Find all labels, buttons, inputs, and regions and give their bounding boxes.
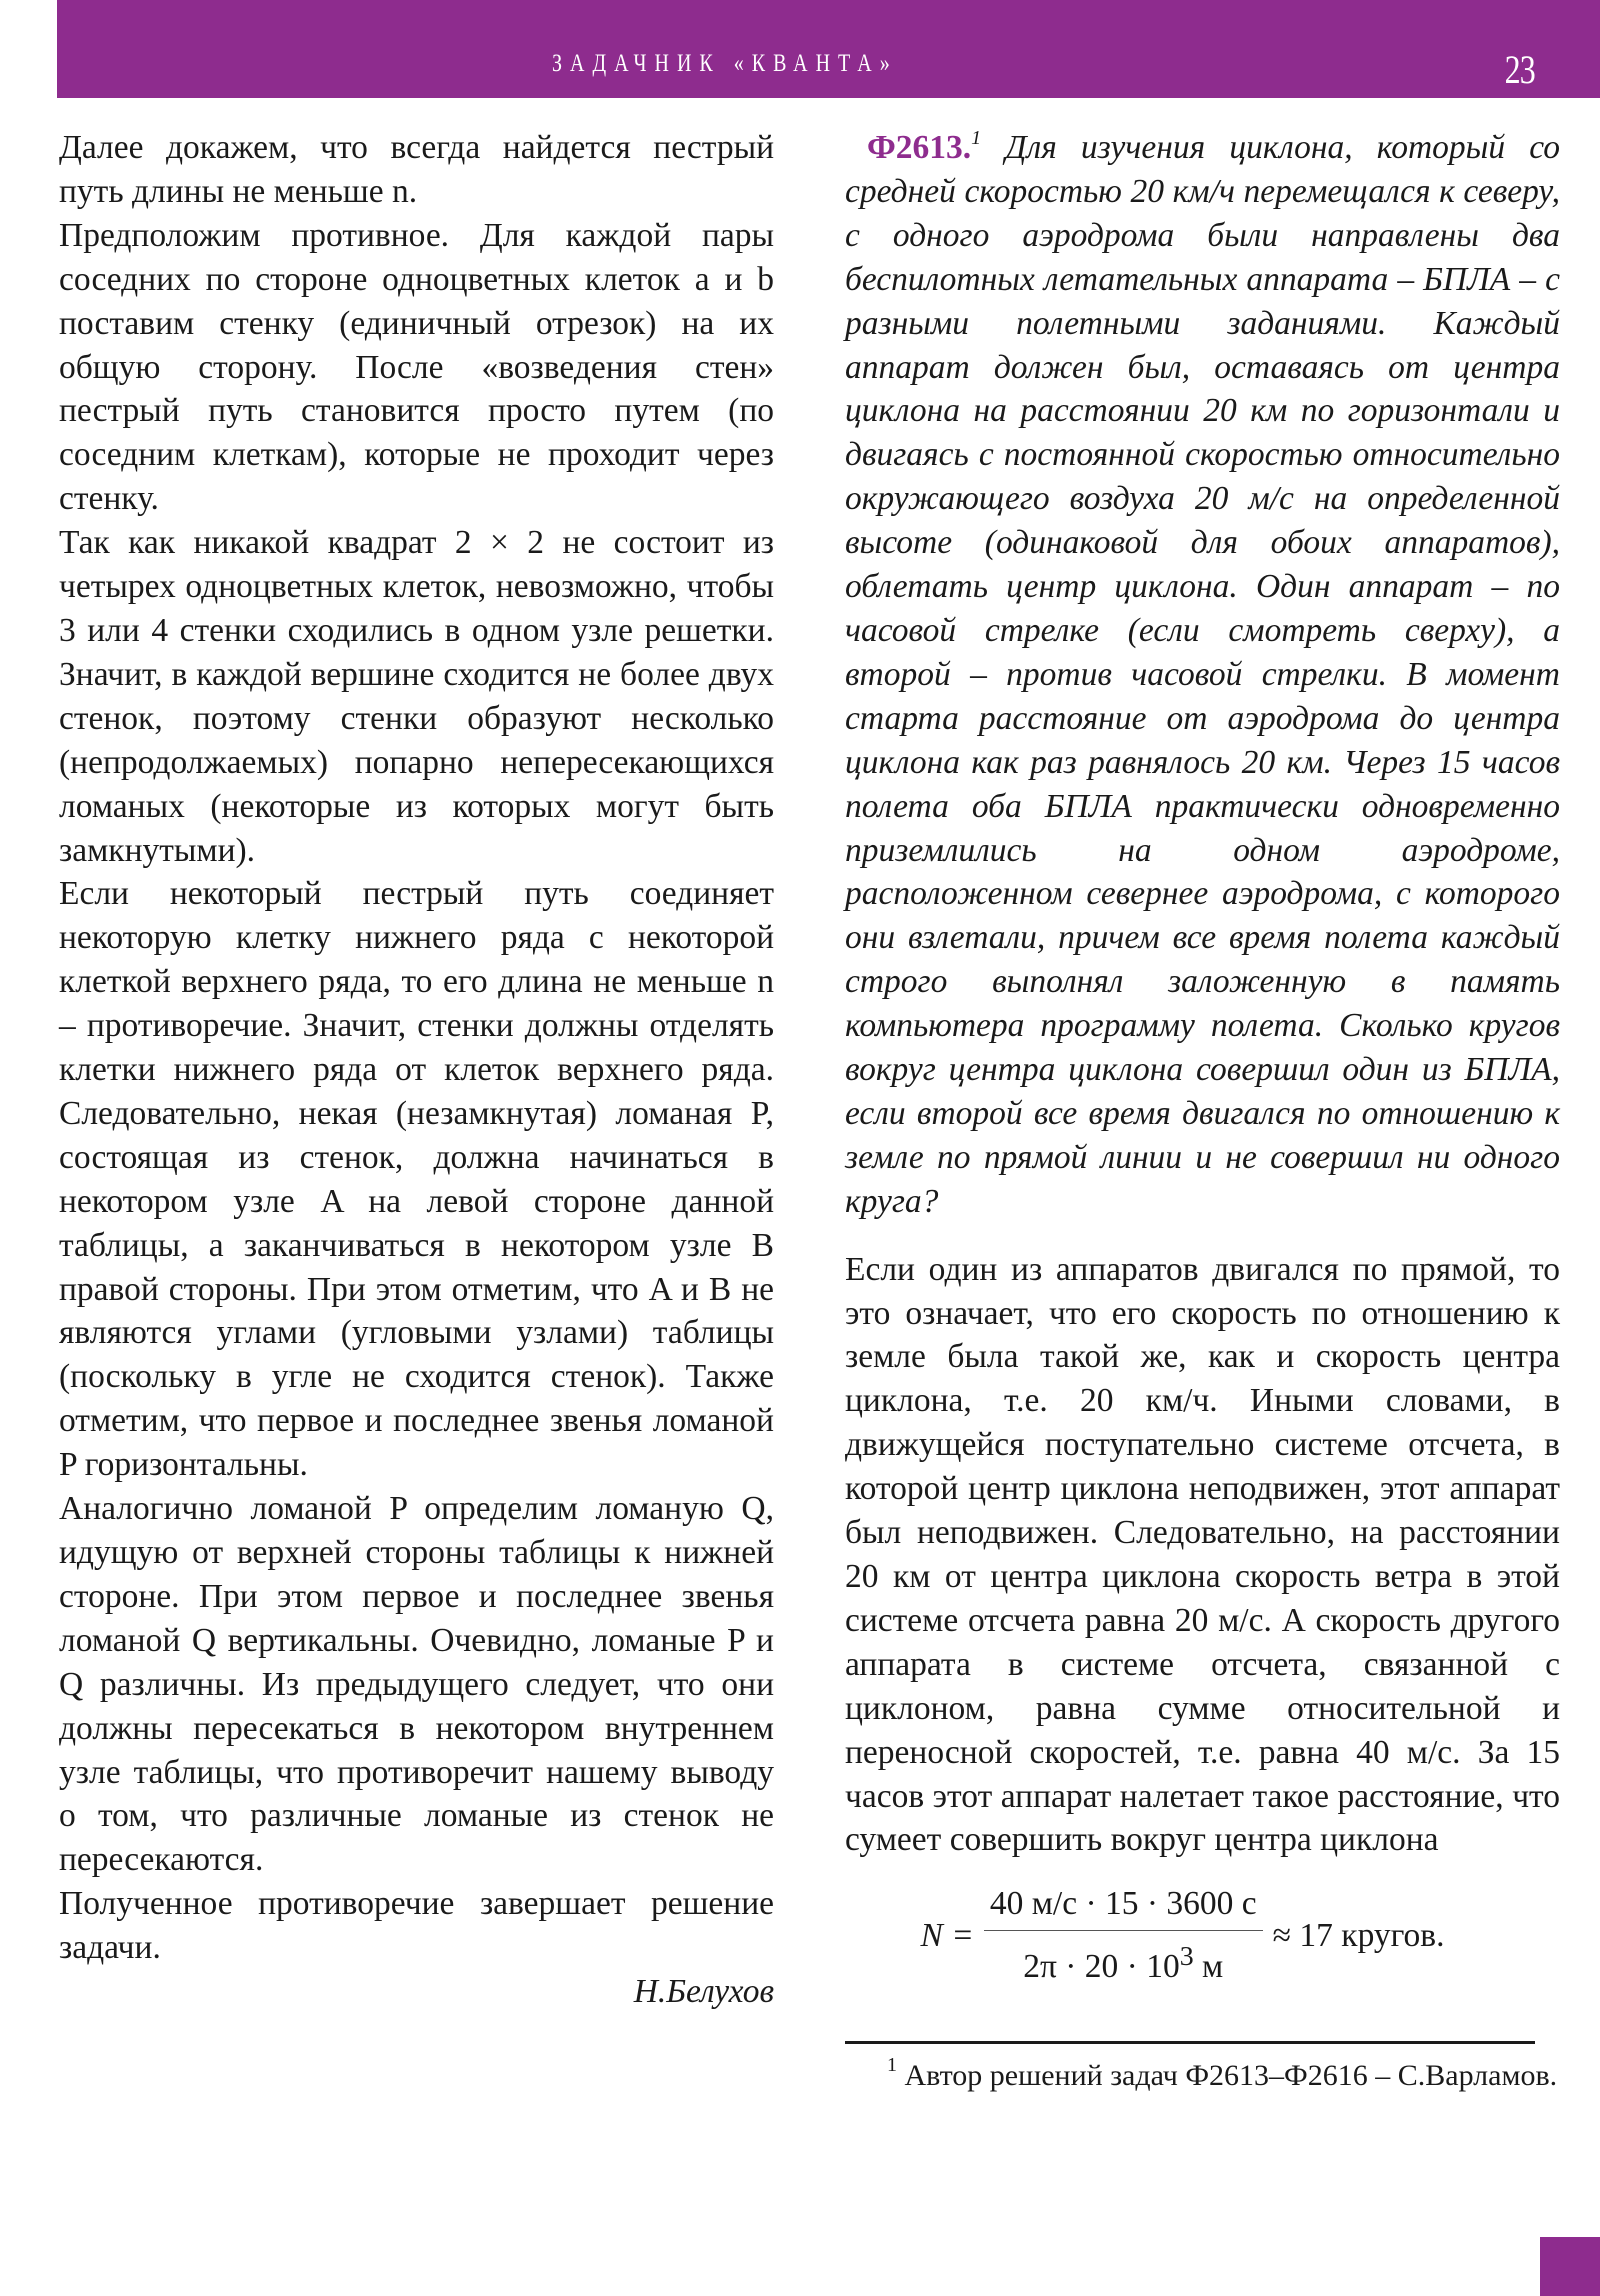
paragraph: Предположим противное. Для каждой пары соседних по стороне одноцветных клеток a и b поставим стенку (единичный отрезок) на их общую сторону. После «возведения стен» пестрый путь становится просто путем (по соседним клеткам), которые не проходит через стенку. — [59, 216, 774, 518]
formula-lhs: N = — [920, 1916, 974, 1954]
formula-fraction — [984, 1882, 1263, 1989]
denominator-unit: м — [1193, 1948, 1224, 1986]
running-header — [57, 0, 1600, 98]
problem-statement — [845, 126, 1560, 1224]
footnote-divider — [845, 2041, 1535, 2044]
problem-text: Для изучения циклона, который со средней скоростью 20 км/ч перемещался к северу, с одного аэродрома были направлены два беспилотных летательных аппарата – БПЛА – с разными полетными заданиями. Каждый аппарат должен был, оставаясь от центра циклона на расстоянии 20 км по горизонтали и двигаясь с постоянной скоростью относительно окружающего воздуха 20 м/с на определенной высоте (одинаковой для обоих аппаратов), облетать центр циклона. Один аппарат – по часовой стрелке (если смотреть сверху), а второй – против часовой стрелки. В момент старта расстояние от аэродрома до центра циклона как раз равнялось 20 км. Через 15 часов полета оба БПЛА практически одновременно приземлились на одном аэродроме, расположенном севернее аэродрома, с которого они взлетали, причем все время полета каждый строго выполнял заложенную в память компьютера программу полета. Сколько кругов вокруг центра циклона совершил один из БПЛА, если второй все время двигался по отношению к земле по прямой линии и не совершил ни одного круга? — [845, 129, 1561, 1220]
formula-denominator — [1023, 1931, 1223, 1989]
author-signature: Н.Белухов — [633, 1973, 774, 2011]
formula-numerator: 40 м/с · 15 · 3600 с — [984, 1882, 1263, 1931]
paragraph: Аналогично ломаной P определим ломаную Q, идущую от верхней стороны таблицы к нижней стороне. При этом первое и последнее звенья ломаной Q вертикальны. Очевидно, ломаные P и Q различны. Из предыдущего следует, что они должны пересекаться в некотором внутреннем узле таблицы, что противоречит нашему выводу о том, что различные ломаные из стенок не пересекаются. — [59, 1490, 774, 1879]
paragraph: Если некоторый пестрый путь соединяет некоторую клетку нижнего ряда с некоторой клеткой верхнего ряда, то его длина не меньше n – противоречие. Значит, стенки должны отделять клетки нижнего ряда от клеток верхнего ряда. Следовательно, некая (незамкнутая) ломаная P, состоящая из стенок, должна начинаться в некотором узле A на левой стороне данной таблицы, а заканчиваться в некотором узле B правой стороны. При этом отметим, что A и B не являются углами (угловыми узлами) таблицы (поскольку в угле не сходится стенок). Также отметим, что первое и последнее звенья ломаной P горизонтальны. — [59, 875, 774, 1484]
problem-number: Ф2613. — [867, 129, 972, 166]
formula — [805, 1882, 1560, 1989]
corner-decoration — [1540, 2237, 1600, 2296]
footnote-text: Автор решений задач Ф2613–Ф2616 – С.Варламов. — [904, 2059, 1558, 2093]
footnote-mark: 1 — [971, 127, 982, 149]
footnote-number: 1 — [887, 2054, 897, 2077]
solution-text: Если один из аппаратов двигался по прямой, то это означает, что его скорость по отношению к земле была такой же, как и скорость центра циклона, т.е. 20 км/ч. Иными словами, в движущейся поступательно системе отсчета, в которой центр циклона неподвижен, этот аппарат был неподвижен. Следовательно, на расстоянии 20 км от центра циклона скорость ветра в этой системе отсчета равна 20 м/с. А скорость другого аппарата в системе отсчета, связанной с циклоном, равна сумме относительной и переносной скоростей, т.е. равна 40 м/с. За 15 часов этот аппарат налетает такое расстояние, что сумеет совершить вокруг центра циклона — [845, 1250, 1560, 1859]
formula-rhs: ≈ 17 кругов. — [1272, 1916, 1445, 1954]
paragraph: Далее докажем, что всегда найдется пестрый путь длины не меньше n. — [59, 129, 774, 210]
paragraph: Полученное противоречие завершает решение задачи. — [59, 1885, 774, 1967]
page-number: 23 — [1504, 47, 1535, 92]
left-column — [59, 126, 774, 2014]
paragraph: Так как никакой квадрат 2 × 2 не состоит из четырех одноцветных клеток, невозможно, чтобы 3 или 4 стенки сходились в одном узле решетки. Значит, в каждой вершине сходится не более двух стенок, поэтому стенки образуют несколько (непродолжаемых) попарно непересекающихся ломаных (некоторые из которых могут быть замкнутыми). — [59, 524, 774, 869]
footnote — [845, 2056, 1560, 2096]
section-title: ЗАДАЧНИК «КВАНТА» — [552, 50, 898, 77]
denominator-exponent: 3 — [1179, 1941, 1194, 1973]
denominator-base: 2π · 20 · 10 — [1023, 1948, 1180, 1986]
right-column — [845, 126, 1560, 2096]
